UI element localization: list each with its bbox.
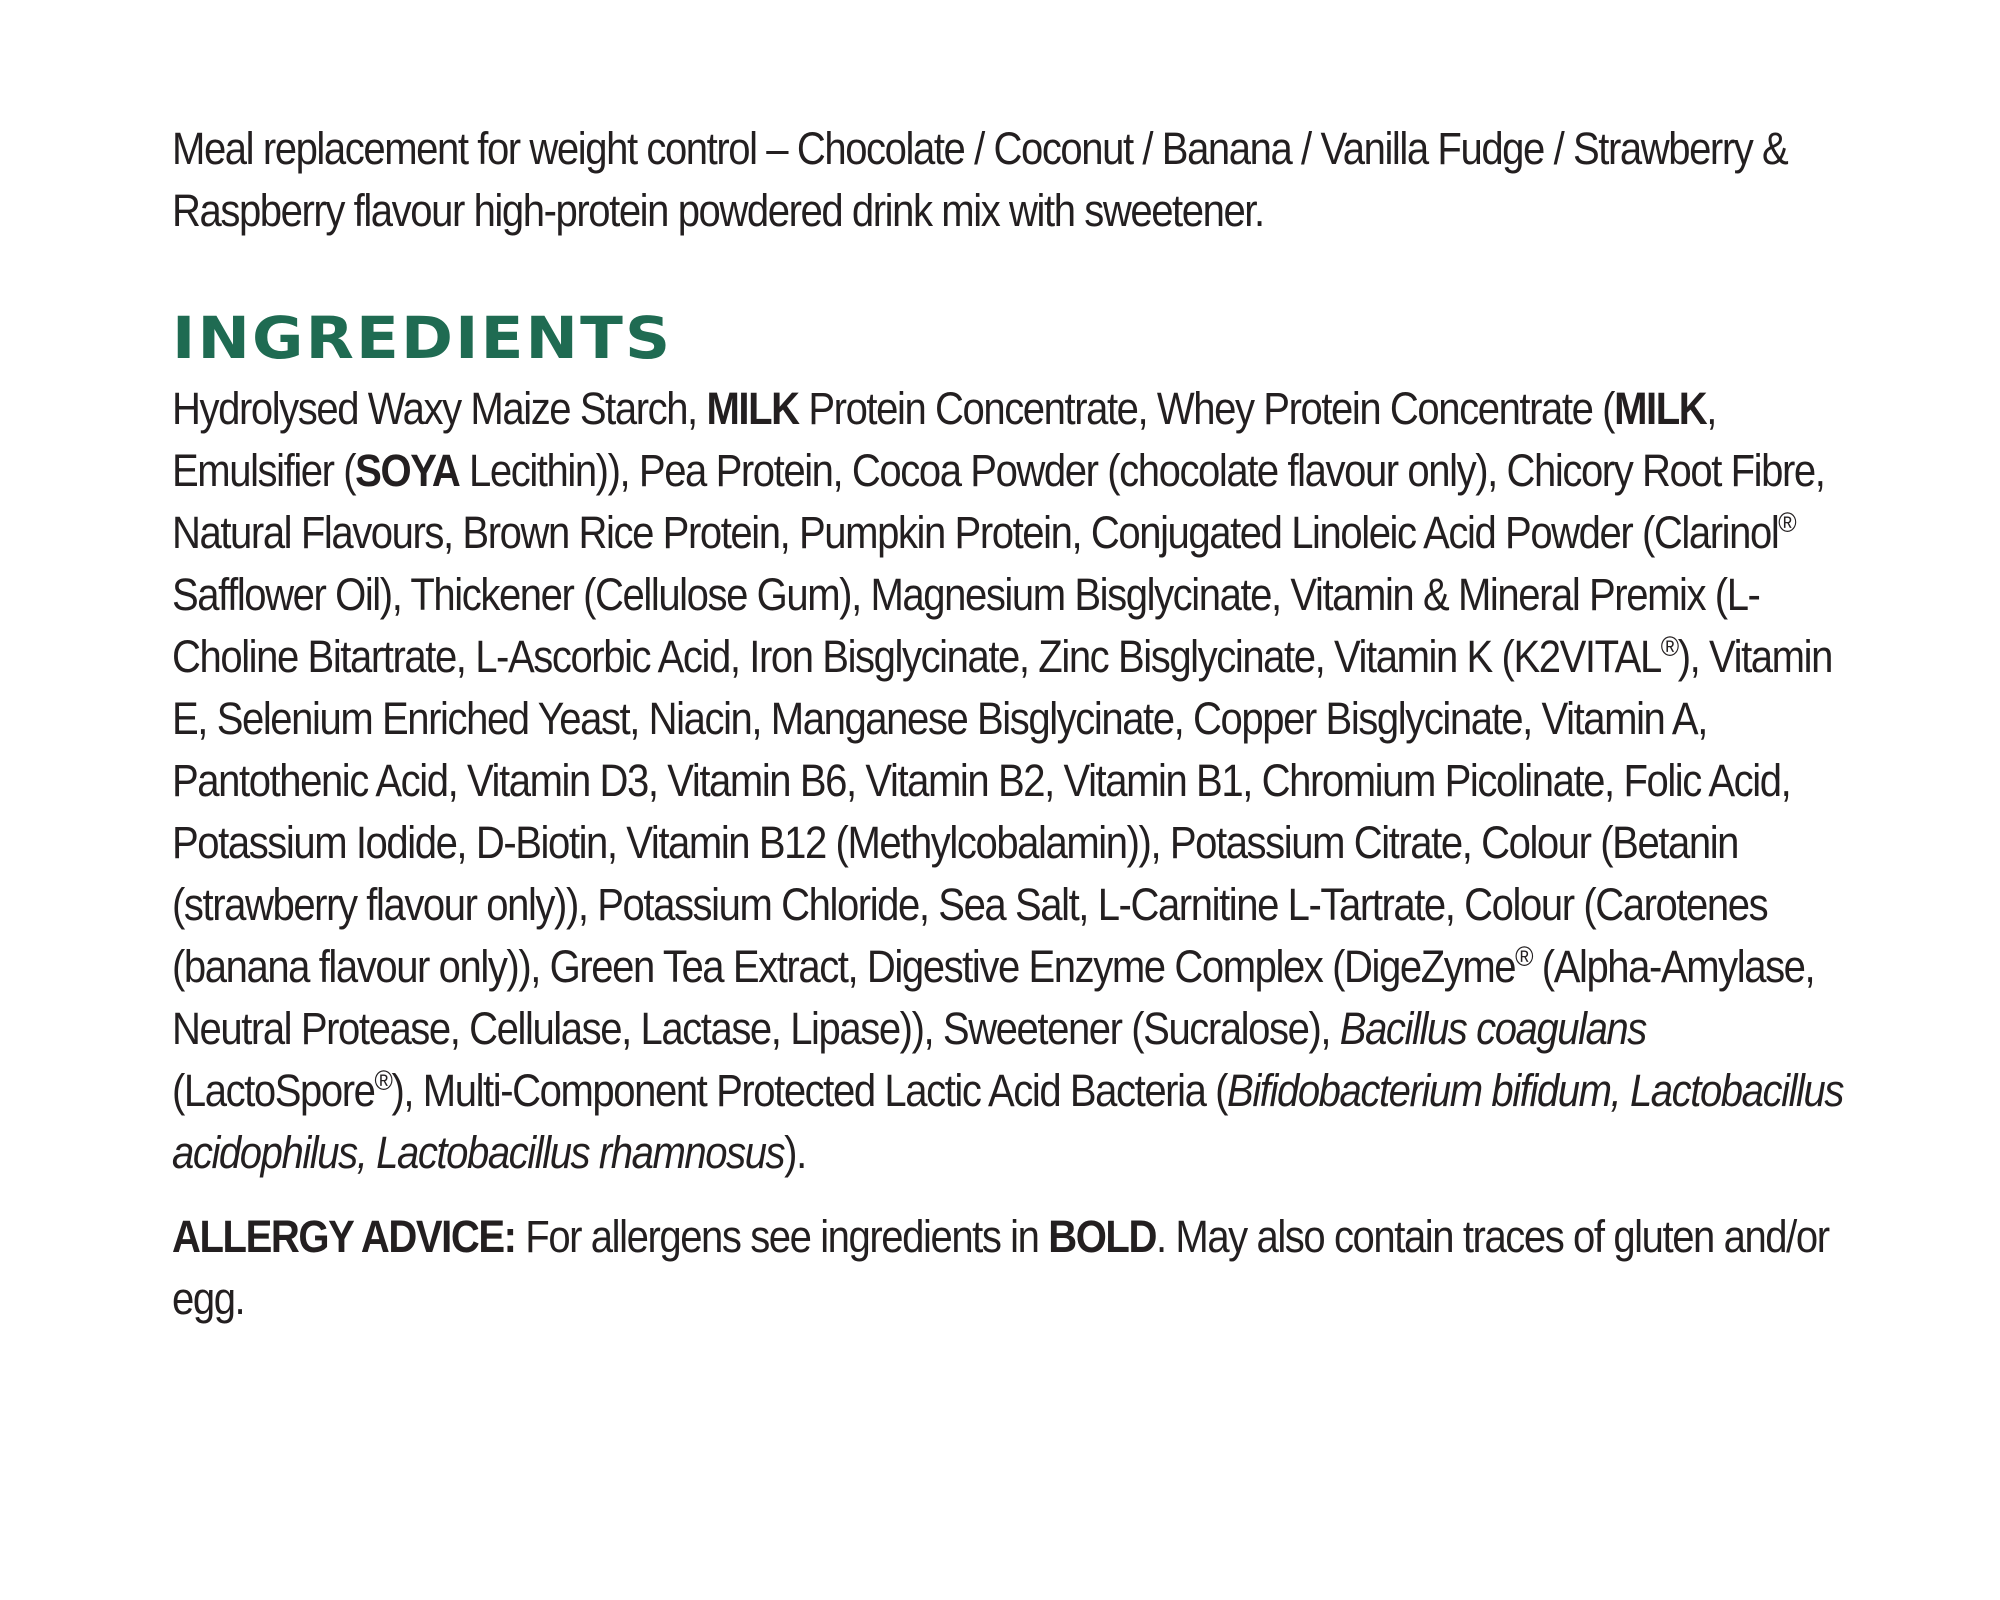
allergy-advice-text: For allergens see ingredients in	[515, 1211, 1049, 1262]
ingredients-heading: INGREDIENTS	[172, 304, 673, 372]
species-names: Bifidobacterium bifidum, Lactobacillus acidophilus, Lactobacillus rhamnosus	[172, 1065, 1843, 1178]
registered-mark: ®	[1660, 631, 1678, 662]
ingredients-text: (Alpha-Amylase, Neutral Protease, Cellulase, Lactase, Lipase)), Sweetener (Sucralose),	[172, 941, 1815, 1054]
registered-mark: ®	[374, 1065, 392, 1096]
product-description: Meal replacement for weight control – Chocolate / Coconut / Banana / Vanilla Fudge / Strawberry & Raspberry flavour high-protein powdered drink mix with sweetener.	[172, 123, 1788, 236]
registered-mark: ®	[1778, 507, 1796, 538]
allergy-advice	[172, 1206, 1854, 1330]
ingredients-text: Protein Concentrate, Whey Protein Concentrate (	[798, 383, 1615, 434]
ingredients-text: ).	[784, 1127, 806, 1178]
registered-mark: ®	[1515, 941, 1533, 972]
ingredients-text: , Emulsifier (	[172, 383, 1716, 496]
ingredients-text: Safflower Oil), Thickener (Cellulose Gum), Magnesium Bisglycinate, Vitamin & Mineral Premix (L-Choline Bitartrate, L-Ascorbic Acid, Iron Bisglycinate, Zinc Bisglycinate, Vitamin K (K2VITAL	[172, 569, 1760, 682]
ingredients-text: Lecithin)), Pea Protein, Cocoa Powder (chocolate flavour only), Chicory Root Fibre, Natural Flavours, Brown Rice Protein, Pumpkin Protein, Conjugated Linoleic Acid Powder (Clarinol	[172, 445, 1825, 558]
allergen-soya: SOYA	[355, 445, 460, 496]
allergy-advice-text: . May also contain traces of gluten and/or egg.	[172, 1211, 1829, 1324]
ingredients-text: (LactoSpore	[172, 1065, 375, 1116]
ingredients-list	[172, 378, 1854, 1184]
ingredients-text: ), Multi-Component Protected Lactic Acid Bacteria (	[391, 1065, 1228, 1116]
ingredients-text: Hydrolysed Waxy Maize Starch,	[172, 383, 707, 434]
species-name: Bacillus coagulans	[1339, 1003, 1646, 1054]
product-label	[172, 118, 1852, 1330]
ingredients-text: ), Vitamin E, Selenium Enriched Yeast, Niacin, Manganese Bisglycinate, Copper Bisglycinate, Vitamin A, Pantothenic Acid, Vitamin D3, Vitamin B6, Vitamin B2, Vitamin B1, Chromium Picolinate, Folic Acid, Potassium Iodide, D-Biotin, Vitamin B12 (Methylcobalamin)), Potassium Citrate, Colour (Betanin (strawberry flavour only)), Potassium Chloride, Sea Salt, L-Carnitine L-Tartrate, Colour (Carotenes (banana flavour only)), Green Tea Extract, Digestive Enzyme Complex (DigeZyme	[172, 631, 1832, 992]
allergen-milk: MILK	[706, 383, 799, 434]
allergy-bold-word: BOLD	[1048, 1211, 1156, 1262]
allergen-milk: MILK	[1614, 383, 1707, 434]
allergy-advice-label: ALLERGY ADVICE:	[172, 1211, 516, 1262]
